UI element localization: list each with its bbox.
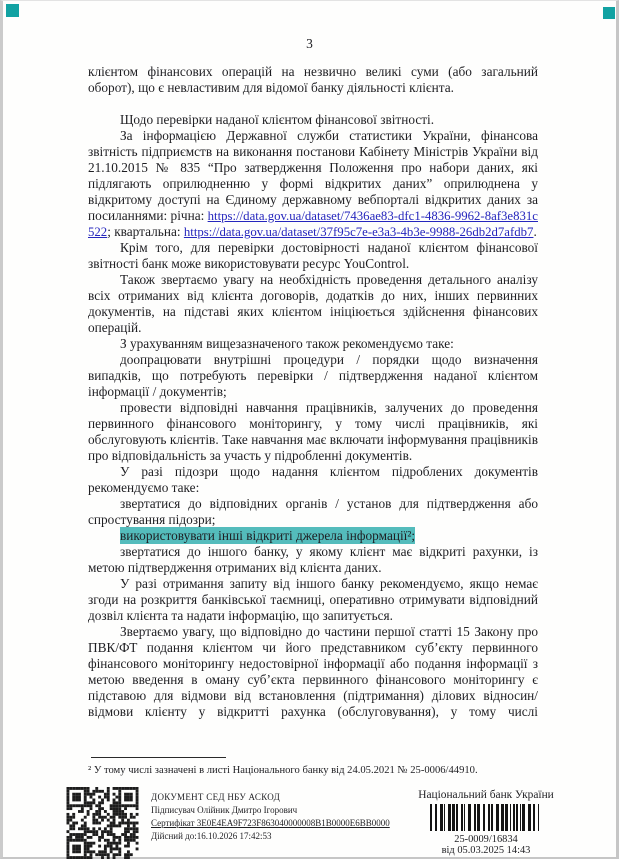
text-run: доопрацювати внутрішні процедури / порядки щодо визначення випадків, що потребують перевірки / підтвердження наданої клієнтом інформації / документів; xyxy=(88,352,538,399)
page-number: 3 xyxy=(306,36,313,51)
text-run: Звертаємо увагу, що відповідно до частини першої статті 15 Закону про ПВК/ФТ подання клієнтом чи його представником суб’єкту первинного фінансового моніторингу недостовірної інформації або подання інформації з метою введення в оману суб’єкта первинного фінансового моніторингу є підставою для відмови від встановлення (підтримання) ділових відносин/відмови клієнту у відкритті рахунка (обслуговування), у тому числі xyxy=(88,624,538,719)
signature-block xyxy=(151,791,401,843)
registration-stamp xyxy=(403,789,569,856)
organization-name: Національний банк України xyxy=(418,789,554,801)
text-run: провести відповідні навчання працівників, залучених до проведення первинного фінансового моніторингу, у тому числі працівників, які обслуговують клієнтів. Таке навчання має включати інформування працівників про відповідальність за участь у підробленні документів. xyxy=(88,400,538,463)
paragraph xyxy=(88,400,538,464)
text-run: За інформацією Державної служби статистики України, фінансова звітність підприємств на виконання постанови Кабінету Міністрів України від 21.10.2015 № 835 “Про затвердження Положення про набори даних, які підлягають оприлюдненню у формі відкритих даних” оприлюднена у відкритому доступі на Єдиному державному вебпорталі відкритих даних за посиланнями: річна: xyxy=(88,128,538,223)
paragraph xyxy=(88,64,538,96)
footnote-text: ² У тому числі зазначені в листі Національного банку від 24.05.2021 № 25-0006/44910. xyxy=(88,765,478,776)
signer-name: Підписувач Олійник Дмитро Ігорович xyxy=(151,805,298,815)
barcode xyxy=(430,804,542,831)
text-run: звертатися до іншого банку, у якому клієнт має відкриті рахунки, із метою підтвердження отриманих від клієнта даних. xyxy=(88,544,538,575)
hyperlink[interactable]: https://data.gov.ua/dataset/7436ae83-dfc1-4836-9962-8af3e831c522 xyxy=(88,209,538,239)
reference-number: 25-0009/16834 xyxy=(454,834,518,845)
highlighted-text: використовувати інші відкриті джерела інформації²; xyxy=(120,528,416,543)
qr-code xyxy=(65,787,140,859)
paragraph xyxy=(88,128,538,240)
hyperlink[interactable]: https://data.gov.ua/dataset/37f95c7e-e3a3-4b3e-9988-26db2d7afdb7 xyxy=(183,225,534,239)
paragraph xyxy=(88,272,538,336)
text-run: Крім того, для перевірки достовірності наданої клієнтом фінансової звітності банк може використовувати ресурс YouControl. xyxy=(88,240,538,271)
paragraph xyxy=(88,496,538,528)
text-run: У разі підозри щодо надання клієнтом підроблених документів рекомендуємо таке: xyxy=(88,464,538,495)
doc-system-label: ДОКУМЕНТ СЕД НБУ АСКОД xyxy=(151,792,281,802)
annotation-marker-top-right xyxy=(603,7,615,19)
paragraph xyxy=(88,336,538,352)
text-run: Щодо перевірки наданої клієнтом фінансової звітності. xyxy=(120,112,435,127)
paragraph xyxy=(88,112,538,128)
document-body xyxy=(88,64,538,720)
text-run: Також звертаємо увагу на необхідність проведення детального аналізу всіх отриманих від клієнта договорів, додатків до них, інших первинних документів, на підставі яких клієнтом ініціюється здійснення фінансових операцій. xyxy=(88,272,538,335)
paragraph xyxy=(88,352,538,400)
paragraph xyxy=(88,528,538,544)
text-run: . xyxy=(533,224,537,239)
footnote-separator xyxy=(91,757,226,758)
text-run: звертатися до відповідних органів / установ для підтвердження або спростування підозри; xyxy=(88,496,538,527)
paragraph xyxy=(88,576,538,624)
paragraph xyxy=(88,624,538,720)
certificate-number: Сертифікат 3E0E4EA9F723F863040000008B1B0000E6BB0000 xyxy=(151,818,390,828)
text-run: У разі отримання запиту від іншого банку рекомендуємо, якщо немає згоди на розкриття банківської таємниці, оперативно отримувати відповідний дозвіл клієнта та надати інформацію, що запитується. xyxy=(88,576,538,623)
text-run: ; квартальна: xyxy=(107,224,184,239)
annotation-marker-top-left xyxy=(6,4,19,17)
paragraph xyxy=(88,544,538,576)
registration-date: від 05.03.2025 14:43 xyxy=(441,845,531,856)
text-run: клієнтом фінансових операцій на незвично великі суми (або загальний оборот), що є невластивим для відомої банку діяльності клієнта. xyxy=(88,64,538,95)
paragraph xyxy=(88,464,538,496)
paragraph xyxy=(88,240,538,272)
text-run: З урахуванням вищезазначеного також рекомендуємо таке: xyxy=(120,336,454,351)
certificate-validity: Дійсний до:16.10.2026 17:42:53 xyxy=(151,831,272,841)
